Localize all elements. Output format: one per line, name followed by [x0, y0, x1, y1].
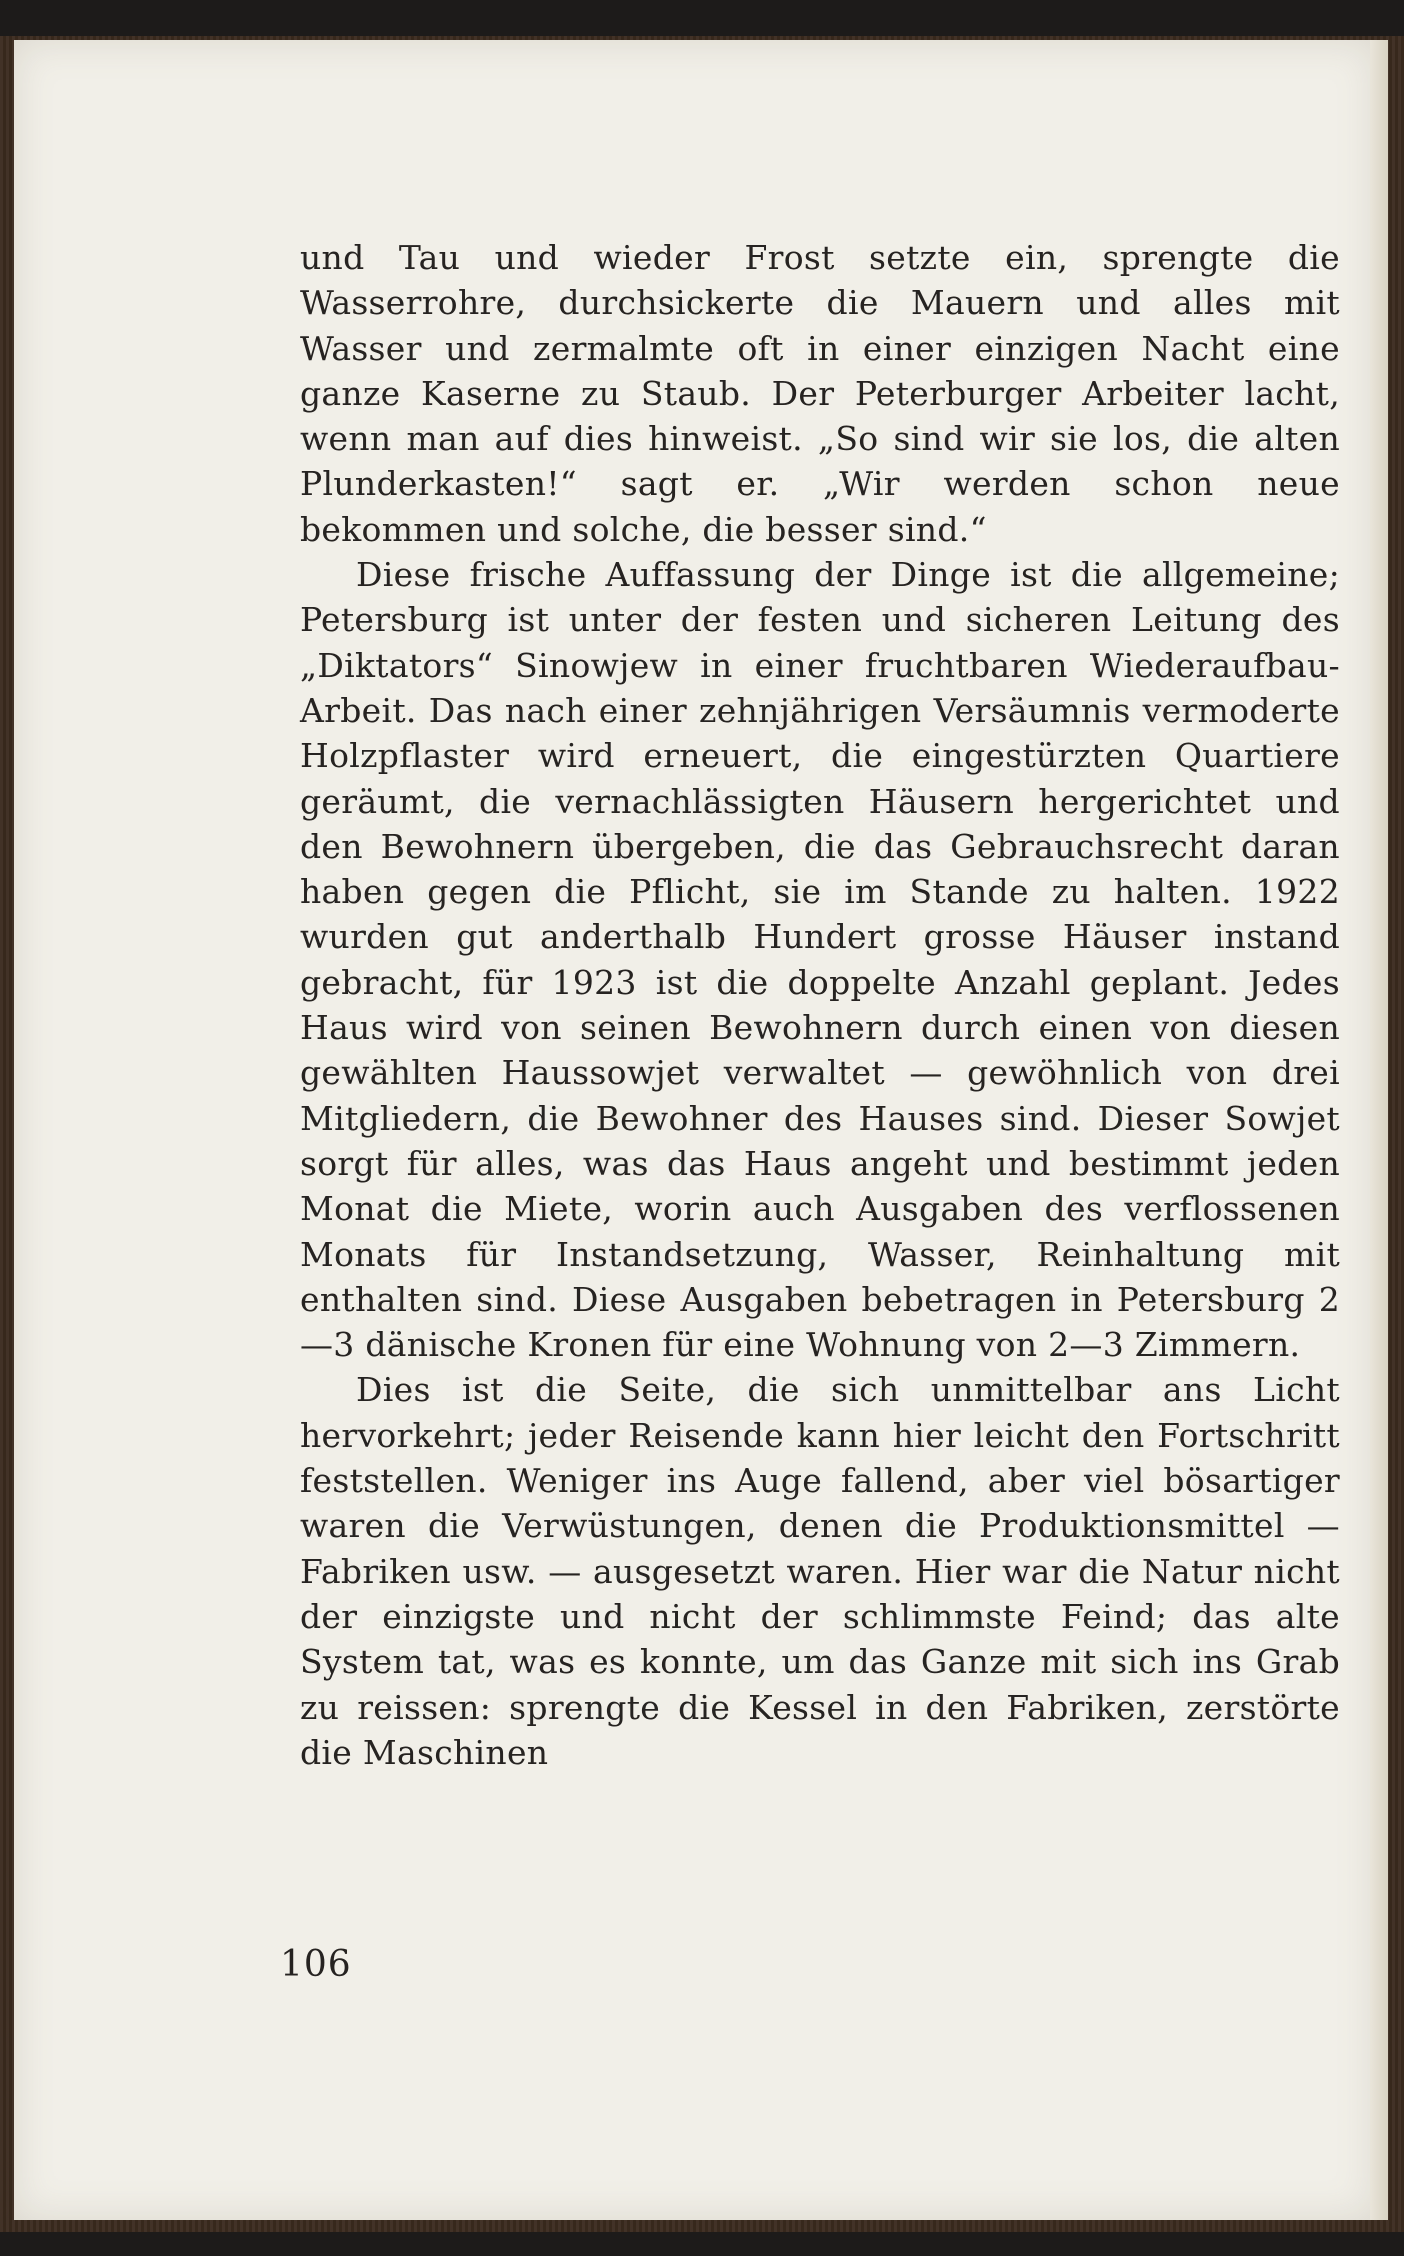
paragraph-1: und Tau und wieder Frost setzte ein, sprengte die Wasserrohre, durchsickerte die Mauern und alles mit Wasser und zermalmte oft in einer einzigen Nacht eine ganze Kaserne zu Staub. Der Peterburger Arbeiter lacht, wenn man auf dies hinweist. „So sind wir sie los, die alten Plunderkasten!“ sagt er. „Wir werden schon neue bekommen und solche, die besser sind.“ — [300, 238, 1340, 549]
text-block — [300, 235, 1340, 1775]
page-number: 106 — [280, 1944, 352, 1985]
paragraph-2: Diese frische Auffassung der Dinge ist die allgemeine; Petersburg ist unter der festen und sicheren Leitung des „Diktators“ Sinowjew in einer fruchtbaren Wiederaufbau-Arbeit. Das nach einer zehnjährigen Versäumnis vermoderte Holzpflaster wird erneuert, die eingestürzten Quartiere geräumt, die vernachlässigten Häusern hergerichtet und den Bewohnern übergeben, die das Gebrauchsrecht daran haben gegen die Pflicht, sie im Stande zu halten. 1922 wurden gut anderthalb Hundert grosse Häuser instand gebracht, für 1923 ist die doppelte Anzahl geplant. Jedes Haus wird von seinen Bewohnern durch einen von diesen gewählten Haussowjet verwaltet — gewöhnlich von drei Mitgliedern, die Bewohner des Hauses sind. Dieser Sowjet sorgt für alles, was das Haus angeht und bestimmt jeden Monat die Miete, worin auch Ausgaben des verflossenen Monats für Instandsetzung, Wasser, Reinhaltung mit enthalten sind. Diese Ausgaben bebetragen in Petersburg 2—3 dänische Kronen für eine Wohnung von 2—3 Zimmern. — [300, 555, 1340, 1365]
page-edge — [1370, 40, 1388, 2220]
paragraph-3: Dies ist die Seite, die sich unmittelbar ans Licht hervorkehrt; jeder Reisende kann hier leicht den Fortschritt feststellen. Weniger ins Auge fallend, aber viel bösartiger waren die Verwüstungen, denen die Produktionsmittel — Fabriken usw. — ausgesetzt waren. Hier war die Natur nicht der einzigste und nicht der schlimmste Feind; das alte System tat, was es konnte, um das Ganze mit sich ins Grab zu reissen: sprengte die Kessel in den Fabriken, zerstörte die Maschinen — [300, 1370, 1340, 1772]
